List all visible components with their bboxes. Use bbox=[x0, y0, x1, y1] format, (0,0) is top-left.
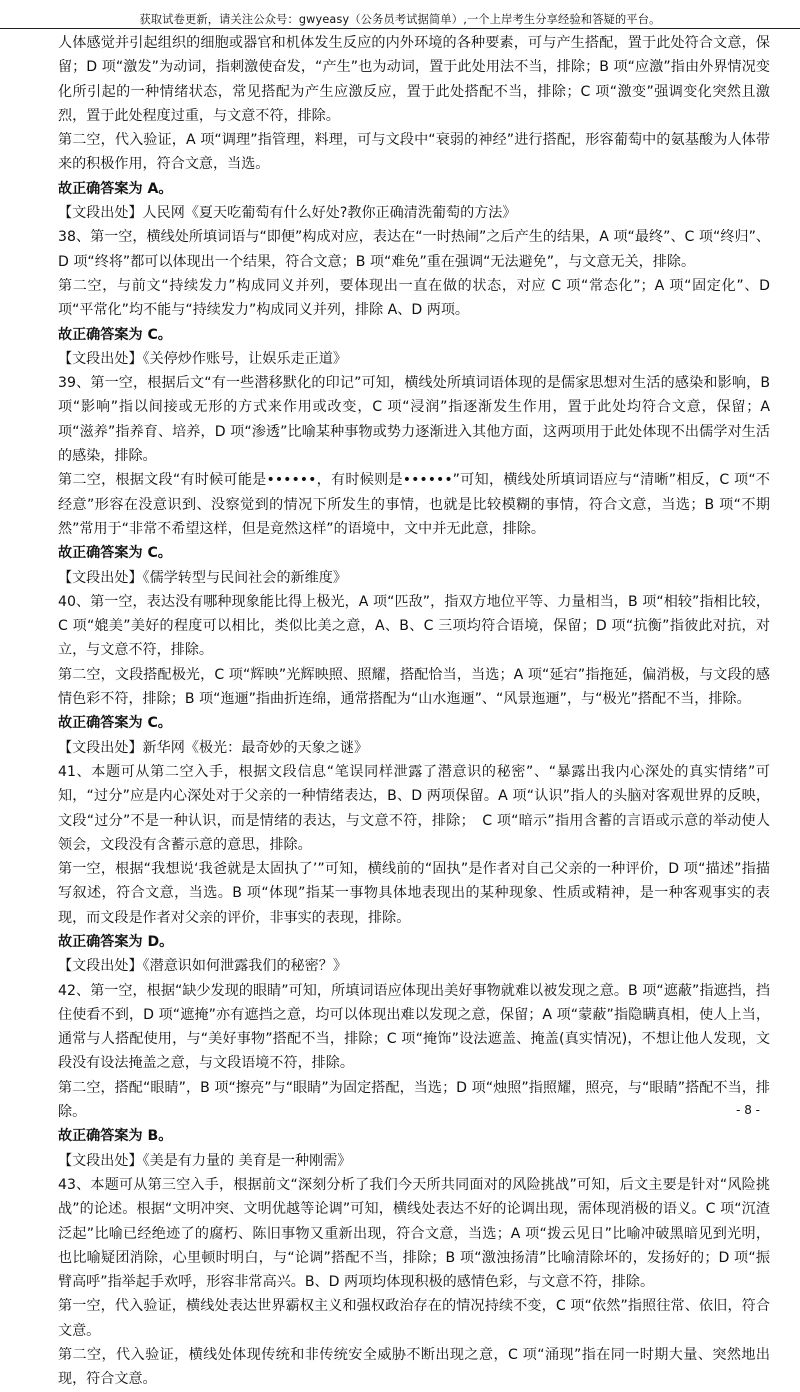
paragraph: 41、本题可从第二空入手，根据文段信息“笔误同样泄露了潜意识的秘密”、“暴露出我内心深处的真实情绪”可知，“过分”应是内心深处对于父亲的一种情绪表达，B、D 两项保留。A 项“认识”指人的头脑对客观世界的反映，文段“过分”不是一种认识，而是情绪的表达，与文意不符，排除； C 项“暗示”指用含蓄的言语或示意的举动使人领会，文段没有含蓄示意的意思，排除。 bbox=[58, 763, 770, 853]
source-line: 【文段出处】新华网《极光：最奇妙的天象之谜》 bbox=[58, 739, 369, 756]
answer-line: 故正确答案为 B。 bbox=[58, 1128, 173, 1145]
header-notice: 获取试卷更新，请关注公众号：gwyeasy（公务员考试据简单）,一个上岸考生分享经验和答疑的平台。 bbox=[139, 13, 661, 26]
paragraph: 38、第一空，横线处所填词语与“即便”构成对应，表达在“一时热闹”之后产生的结果，A 项“最终”、C 项“终归”、D 项“终将”都可以体现出一个结果，符合文意；B 项“难免”重在强调“无法避免”，与文意无关，排除。 bbox=[58, 229, 770, 270]
page-header bbox=[0, 0, 800, 29]
paragraph: 第二空，代入验证，A 项“调理”指管理，料理，可与文段中“衰弱的神经”进行搭配，形容葡萄中的氨基酸为人体带来的积极作用，符合文意，当选。 bbox=[58, 132, 770, 173]
paragraph: 第二空，根据文段“有时候可能是••••••，有时候则是••••••”可知，横线处所填词语应与“清晰”相反，C 项“不经意”形容在没意识到、没察觉到的情况下所发生的事情，也就是比较模糊的事情，符合文意，当选；B 项“不期然”常用于“非常不希望这样，但是竟然这样”的语境中，文中并无此意，排除。 bbox=[58, 472, 770, 537]
source-line: 【文段出处】《关停炒作账号，让娱乐走正道》 bbox=[58, 350, 347, 367]
paragraph: 人体感觉并引起组织的细胞或器官和机体发生反应的内外环境的各种要素，可与产生搭配，置于此处符合文意，保留；D 项“激发”为动词，指刺激使奋发，“产生”也为动词，置于此处用法不当，排除；B 项“应激”指由外界情况变化所引起的一种情绪状态，常见搭配为产生应激反应，置于此处搭配不当，排除；C 项“激变”强调变化突然且激烈，置于此处程度过重，与文意不符，排除。 bbox=[58, 35, 770, 124]
paragraph: 第一空，根据“我想说‘我爸就是太固执了’”可知，横线前的“固执”是作者对自己父亲的一种评价，D 项“描述”指描写叙述，符合文意，当选。B 项“体现”指某一事物具体地表现出的某种现象、性质或精神，是一种客观事实的表现，而文段是作者对父亲的评价，非事实的表现，排除。 bbox=[58, 861, 770, 926]
paragraph: 43、本题可从第三空入手，根据前文“深刻分析了我们今天所共同面对的风险挑战”可知，后文主要是针对“风险挑战”的论述。根据“文明冲突、文明优越等论调”可知，横线处表达不好的论调出现，需体现消极的语义。C 项“沉渣泛起”比喻已经绝迹了的腐朽、陈旧事物又重新出现，符合文意，当选；A 项“拨云见日”比喻冲破黑暗见到光明，也比喻疑团消除，心里顿时明白，与“论调”搭配不当，排除；B 项“激浊扬清”比喻清除坏的，发扬好的；D 项“振臂高呼”指举起手欢呼，形容非常高兴。B、D 两项均体现积极的感情色彩，与文意不符，排除。 bbox=[58, 1176, 770, 1291]
answer-line: 故正确答案为 D。 bbox=[58, 933, 174, 950]
paragraph: 第二空，代入验证，横线处体现传统和非传统安全威胁不断出现之意，C 项“涌现”指在同一时期大量、突然地出现，符合文意。 bbox=[58, 1347, 770, 1388]
paragraph: 第二空，文段搭配极光，C 项“辉映”光辉映照、照耀，搭配恰当，当选；A 项“延宕”指拖延，偏消极，与文段的感情色彩不符，排除；B 项“迤逦”指曲折连绵，通常搭配为“山水迤逦”、“风景迤逦”，与“极光”搭配不当，排除。 bbox=[58, 666, 770, 708]
paragraph: 第一空，代入验证，横线处表达世界霸权主义和强权政治存在的情况持续不变，C 项“依然”指照往常、依旧，符合文意。 bbox=[58, 1298, 770, 1339]
paragraph: 39、第一空，根据后文“有一些潜移默化的印记”可知，横线处所填词语体现的是儒家思想对生活的感染和影响，B 项“影响”指以间接或无形的方式来作用或改变，C 项“浸润”指逐渐发生作用，置于此处均符合文意，保留；A 项“滋养”指养育、培养，D 项“渗透”比喻某种事物或势力逐渐进入其他方面，这两项用于此处体现不出儒学对生活的感染，排除。 bbox=[58, 375, 770, 465]
answer-line: 故正确答案为 C。 bbox=[58, 545, 172, 562]
source-line: 【文段出处】《潜意识如何泄露我们的秘密？》 bbox=[58, 958, 347, 975]
paragraph: 42、第一空，根据“缺少发现的眼睛”可知，所填词语应体现出美好事物就难以被发现之意。B 项“遮蔽”指遮挡，挡住使看不到，D 项“遮掩”亦有遮挡之意，均可以体现出难以发现之意，保留；A 项“蒙蔽”指隐瞒真相，使人上当，通常与人搭配使用，与“美好事物”搭配不当，排除；C 项“掩饰”设法遮盖、掩盖(真实情况)，不想让他人发现，文段没有设法掩盖之意，与文段语境不符，排除。 bbox=[58, 982, 770, 1072]
paragraph: 40、第一空，表达没有哪种现象能比得上极光，A 项“匹敌”，指双方地位平等、力量相当，B 项“相较”指相比较，C 项“媲美”美好的程度可以相比，类似比美之意，A、B、C 三项均符合语境，保留；D 项“抗衡”指彼此对抗，对立，与文意不符，排除。 bbox=[58, 593, 770, 659]
source-line: 【文段出处】人民网《夏天吃葡萄有什么好处?教你正确清洗葡萄的方法》 bbox=[58, 205, 517, 222]
source-line: 【文段出处】《儒学转型与民间社会的新维度》 bbox=[58, 569, 347, 586]
page-number: - 8 - bbox=[736, 1103, 760, 1117]
answer-line: 故正确答案为 C。 bbox=[58, 326, 172, 343]
paragraph: 第二空，与前文“持续发力”构成同义并列，要体现出一直在做的状态，对应 C 项“常态化”；A 项“固定化”、D 项“平常化”均不能与“持续发力”构成同义并列，排除 A、D 两项。 bbox=[58, 277, 770, 319]
answer-line: 故正确答案为 A。 bbox=[58, 180, 173, 197]
source-line: 【文段出处】《美是有力量的 美育是一种刚需》 bbox=[58, 1152, 352, 1169]
paragraph: 第二空，搭配“眼睛”，B 项“擦亮”与“眼睛”为固定搭配，当选；D 项“烛照”指照耀，照亮，与“眼睛”搭配不当，排除。 bbox=[58, 1079, 770, 1121]
document-body bbox=[58, 31, 770, 1392]
answer-line: 故正确答案为 C。 bbox=[58, 715, 172, 732]
